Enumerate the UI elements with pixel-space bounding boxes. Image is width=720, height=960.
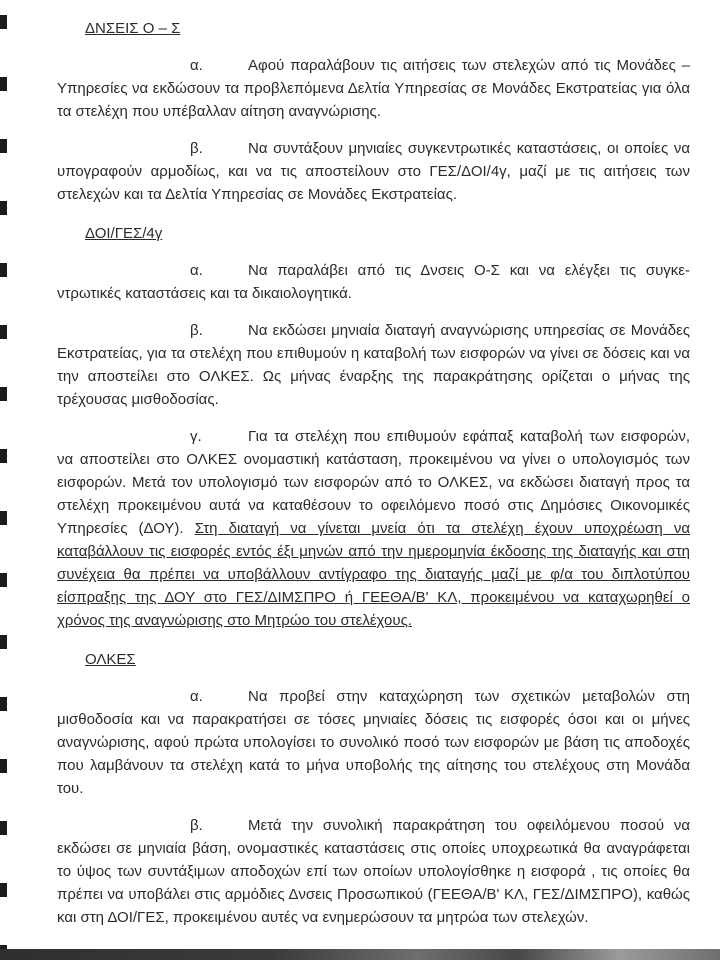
paragraph-label: β.: [190, 322, 203, 339]
paragraph-text: Να συντάξουν μηνιαίες συγκεντρωτικές καταστάσεις, οι οποίες να υπογραφούν αρμοδίως, και να τις αποστείλουν στο ΓΕΣ/ΔΟΙ/4γ, μαζί με τις αιτήσεις των στελεχών και τα Δελτία Υπηρεσίας σε Μονάδες Εκστρατείας.: [57, 140, 690, 203]
paragraph-text: Να προβεί στην καταχώρηση των σχετικών μεταβολών στη μισθοδοσία και να παρακρατήσει σε τόσες μηνιαίες δόσεις τις εισφορές όσοι και οι μήνες αναγνώρισης, αφού πρώτα υπολογίσει το συνολικό ποσό των εισφορών με βάση τις αποδοχές που λαμβάνουν τα στελέχη κατά το μήνα υποβολής της αίτησης του στελέχους στη Μονάδα του.: [57, 688, 690, 797]
paragraph-text: Να παραλάβει από τις Δνσεις Ο-Σ και να ελέγξει τις συγκεντρωτικές καταστάσεις και τα δικαιολογητικά.: [57, 262, 690, 302]
paragraph-olkes-a: [57, 685, 690, 800]
paragraph-label: α.: [190, 688, 203, 705]
paragraph-text: Να εκδώσει μηνιαία διαταγή αναγνώρισης υπηρεσίας σε Μονάδες Εκστρατείας, για τα στελέχη που επιθυμούν η καταβολή των εισφορών να γίνει σε δόσεις και να την αποστείλει στο ΟΛΚΕΣ. Ως μήνας έναρξης της παρακράτησης ορίζεται ο μήνας της τρέχουσας μισθοδοσίας.: [57, 322, 690, 408]
paragraph-olkes-b: [57, 814, 690, 929]
paragraph-doiges-c: [57, 425, 690, 632]
paragraph-dnseis-b: [57, 137, 690, 206]
paragraph-text: Για τα στελέχη που επιθυμούν εφάπαξ καταβολή των εισφορών, να αποστείλει στο ΟΛΚΕΣ ονομαστική κατάσταση, προκειμένου να γίνει ο υπολογισμός των εισφορών. Μετά τον υπολογισμό των εισφορών από το ΟΛΚΕΣ, να εκδώσει διαταγή προς τα στελέχη προκειμένου αυτά να καταθέσουν το οφειλόμενο ποσό στις Δημόσιες Οικονομικές Υπηρεσίες (ΔΟΥ).: [57, 428, 690, 537]
scanner-bottom-band-artifact: [0, 949, 720, 960]
paragraph-text: Αφού παραλάβουν τις αιτήσεις των στελεχών από τις Μονάδες – Υπηρεσίες να εκδώσουν τα προβλεπόμενα Δελτία Υπηρεσίας σε Μονάδες Εκστρατείας για όλα τα στελέχη που υπέβαλλαν αίτηση αναγνώρισης.: [57, 57, 690, 120]
paragraph-text: Μετά την συνολική παρακράτηση του οφειλόμενου ποσού να εκδώσει σε μηνιαία βάση, ονομαστικές καταστάσεις στις οποίες υποχρεωτικά θα αναγράφεται το ύψος των συντάξιμων αποδοχών επί των οποίων υπολογίσθηκε η εισφορά , τις οποίες θα πρέπει να υποβάλει στις αρμόδιες Δνσεις Προσωπικού (ΓΕΕΘΑ/Β' ΚΛ, ΓΕΣ/ΔΙΜΣΠΡΟ), καθώς και στη ΔΟΙ/ΓΕΣ, προκειμένου αυτές να ενημερώσουν τα μητρώα των στελεχών.: [57, 817, 690, 926]
section-heading-olkes: ΟΛΚΕΣ: [85, 651, 136, 668]
section-heading-dnseis: ΔΝΣΕΙΣ Ο – Σ: [85, 20, 181, 37]
paragraph-dnseis-a: [57, 54, 690, 123]
section-heading-doi-ges: ΔΟΙ/ΓΕΣ/4γ: [85, 225, 163, 242]
paragraph-doiges-a: [57, 259, 690, 305]
scan-edge-artifacts: [0, 15, 7, 960]
paragraph-label: β.: [190, 817, 203, 834]
document-body: [57, 17, 690, 929]
paragraph-underlined-text: Στη διαταγή να γίνεται μνεία ότι τα στελέχη έχουν υποχρέωση να καταβάλλουν τις εισφορές εντός έξι μηνών από την ημερομηνία έκδοσης της διαταγής και στη συνέχεια θα πρέπει να υποβάλλουν αντίγραφο της διαταγής μαζί με φ/α του διπλοτύπου είσπραξης της ΔΟΥ στο ΓΕΣ/ΔΙΜΣΠΡΟ ή ΓΕΕΘΑ/Β' ΚΛ, προκειμένου να καταχωρηθεί ο χρόνος της αναγνώρισης στο Μητρώο του στελέχους.: [57, 520, 690, 629]
paragraph-label: β.: [190, 140, 203, 157]
paragraph-label: α.: [190, 262, 203, 279]
paragraph-doiges-b: [57, 319, 690, 411]
paragraph-label: γ.: [190, 428, 202, 445]
paragraph-label: α.: [190, 57, 203, 74]
